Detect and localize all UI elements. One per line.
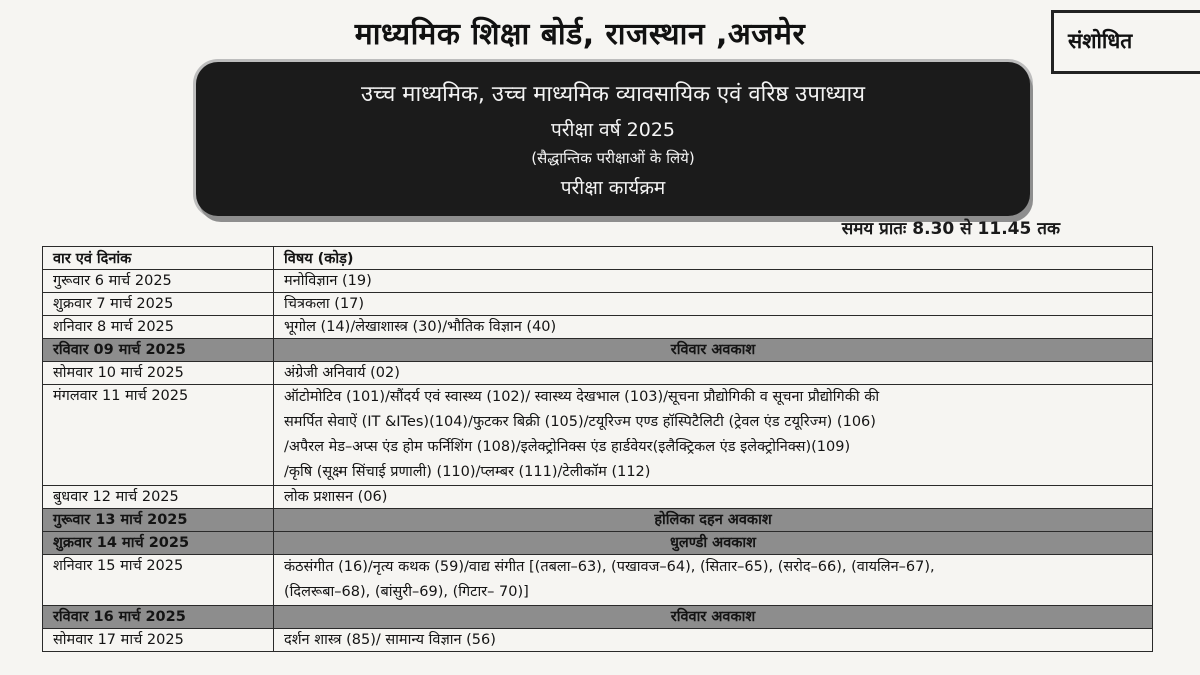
row-date: बुधवार 12 मार्च 2025 bbox=[43, 486, 274, 509]
row-subject: अंग्रेजी अनिवार्य (02) bbox=[274, 362, 1153, 385]
row-subject: भूगोल (14)/लेखाशास्त्र (30)/भौतिक विज्ञान (40) bbox=[274, 316, 1153, 339]
row-subject: लोक प्रशासन (06) bbox=[274, 486, 1153, 509]
exam-schedule-table bbox=[42, 246, 1153, 652]
exam-timing: समय प्रातः 8.30 से 11.45 तक bbox=[841, 219, 1060, 239]
holiday-label: रविवार अवकाश bbox=[274, 606, 1153, 629]
table-row bbox=[43, 316, 1153, 339]
column-header-subject: विषय (कोड़) bbox=[274, 247, 1153, 270]
subject-line: ऑटोमोटिव (101)/सौंदर्य एवं स्वास्थ्य (102)/ स्वास्थ्य देखभाल (103)/सूचना प्रौद्योगिकी व सूचना प्रौद्योगिकी की bbox=[284, 389, 880, 405]
row-date: मंगलवार 11 मार्च 2025 bbox=[43, 385, 274, 486]
table-row bbox=[43, 293, 1153, 316]
table-row bbox=[43, 629, 1153, 652]
row-subject bbox=[274, 385, 1153, 486]
holiday-row bbox=[43, 532, 1153, 555]
banner-exam-type: (सैद्धान्तिक परीक्षाओं के लिये) bbox=[531, 149, 695, 167]
row-date: गुरूवार 6 मार्च 2025 bbox=[43, 270, 274, 293]
exam-banner bbox=[196, 62, 1030, 216]
row-subject: चित्रकला (17) bbox=[274, 293, 1153, 316]
table-row bbox=[43, 385, 1153, 486]
banner-schedule-title: परीक्षा कार्यक्रम bbox=[560, 177, 666, 199]
row-date: सोमवार 10 मार्च 2025 bbox=[43, 362, 274, 385]
row-date: रविवार 16 मार्च 2025 bbox=[43, 606, 274, 629]
row-date: गुरूवार 13 मार्च 2025 bbox=[43, 509, 274, 532]
table-row bbox=[43, 486, 1153, 509]
row-date: रविवार 09 मार्च 2025 bbox=[43, 339, 274, 362]
table-row bbox=[43, 270, 1153, 293]
holiday-label: होलिका दहन अवकाश bbox=[274, 509, 1153, 532]
row-date: सोमवार 17 मार्च 2025 bbox=[43, 629, 274, 652]
table-row bbox=[43, 362, 1153, 385]
banner-exam-levels: उच्च माध्यमिक, उच्च माध्यमिक व्यावसायिक एवं वरिष्ठ उपाध्याय bbox=[360, 82, 866, 107]
revised-stamp bbox=[1051, 10, 1200, 74]
column-header-date: वार एवं दिनांक bbox=[43, 247, 274, 270]
table-row bbox=[43, 555, 1153, 606]
row-date: शनिवार 8 मार्च 2025 bbox=[43, 316, 274, 339]
row-subject: मनोविज्ञान (19) bbox=[274, 270, 1153, 293]
row-date: शुक्रवार 14 मार्च 2025 bbox=[43, 532, 274, 555]
holiday-row bbox=[43, 339, 1153, 362]
table-header-row bbox=[43, 247, 1153, 270]
holiday-row bbox=[43, 606, 1153, 629]
holiday-label: धुलण्डी अवकाश bbox=[274, 532, 1153, 555]
holiday-label: रविवार अवकाश bbox=[274, 339, 1153, 362]
board-title: माध्यमिक शिक्षा बोर्ड, राजस्थान ,अजमेर bbox=[354, 17, 806, 52]
banner-exam-year: परीक्षा वर्ष 2025 bbox=[550, 119, 675, 141]
row-subject bbox=[274, 555, 1153, 606]
revised-label: संशोधित bbox=[1068, 29, 1133, 53]
row-date: शुक्रवार 7 मार्च 2025 bbox=[43, 293, 274, 316]
subject-line: समर्पित सेवाऐं (IT &ITes)(104)/फुटकर बिक्री (105)/टयूरिज्म एण्ड हॉस्पिटैलिटी (ट्रेवल एंड टयूरिज्म) (106) bbox=[284, 414, 876, 430]
subject-line: /अपैरल मेड–अप्स एंड होम फर्निशिंग (108)/इलेक्ट्रोनिक्स एंड हार्डवेयर(इलैक्ट्रिकल एंड इलेक्ट्रोनिक्स)(109) bbox=[284, 439, 851, 455]
subject-line: /कृषि (सूक्ष्म सिंचाई प्रणाली) (110)/प्लम्बर (111)/टेलीकॉम (112) bbox=[284, 464, 651, 480]
row-subject: दर्शन शास्त्र (85)/ सामान्य विज्ञान (56) bbox=[274, 629, 1153, 652]
subject-line: कंठसंगीत (16)/नृत्य कथक (59)/वाद्य संगीत [(तबला–63), (पखावज–64), (सितार–65), (सरोद–66), (वायलिन–67), bbox=[284, 559, 935, 575]
subject-line: (दिलरूबा–68), (बांसुरी–69), (गिटार– 70)] bbox=[284, 584, 529, 600]
row-date: शनिवार 15 मार्च 2025 bbox=[43, 555, 274, 606]
holiday-row bbox=[43, 509, 1153, 532]
